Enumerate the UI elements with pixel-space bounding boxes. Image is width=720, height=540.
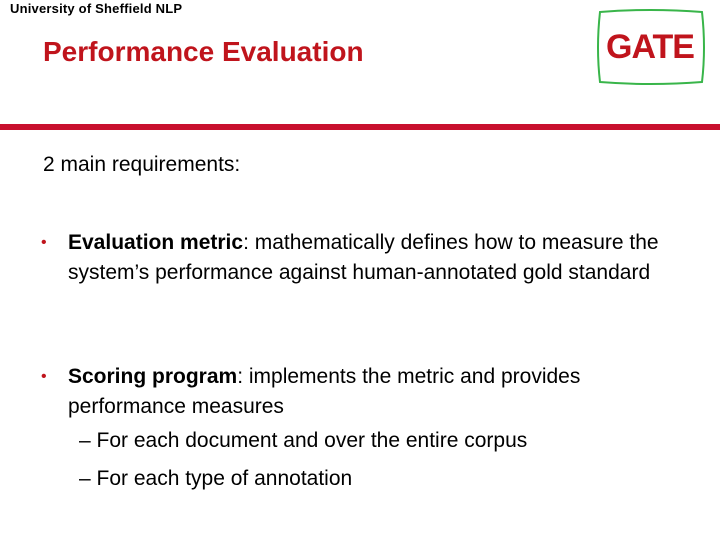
title-divider: [0, 124, 720, 130]
intro-text: 2 main requirements:: [43, 153, 241, 176]
bullet-description: : implements the metric and provides performance measures: [68, 365, 581, 418]
sub-bullet-annotation-type: – For each type of annotation: [79, 467, 353, 490]
gate-logo: [594, 8, 706, 86]
institution-header: University of Sheffield NLP: [10, 1, 183, 16]
bullet-description: : mathematically defines how to measure the system’s performance against human-annotated gold standard: [68, 231, 659, 284]
bullet-term: Scoring program: [68, 365, 238, 388]
bullet-marker: •: [41, 368, 47, 385]
logo-text: GATE: [606, 28, 694, 66]
slide-title: Performance Evaluation: [43, 36, 364, 67]
sub-bullet-document-corpus: – For each document and over the entire corpus: [79, 429, 528, 452]
bullet-scoring-program: [41, 362, 681, 422]
bullet-evaluation-metric: [41, 228, 681, 288]
bullet-marker: •: [41, 234, 47, 251]
bullet-term: Evaluation metric: [68, 231, 244, 254]
